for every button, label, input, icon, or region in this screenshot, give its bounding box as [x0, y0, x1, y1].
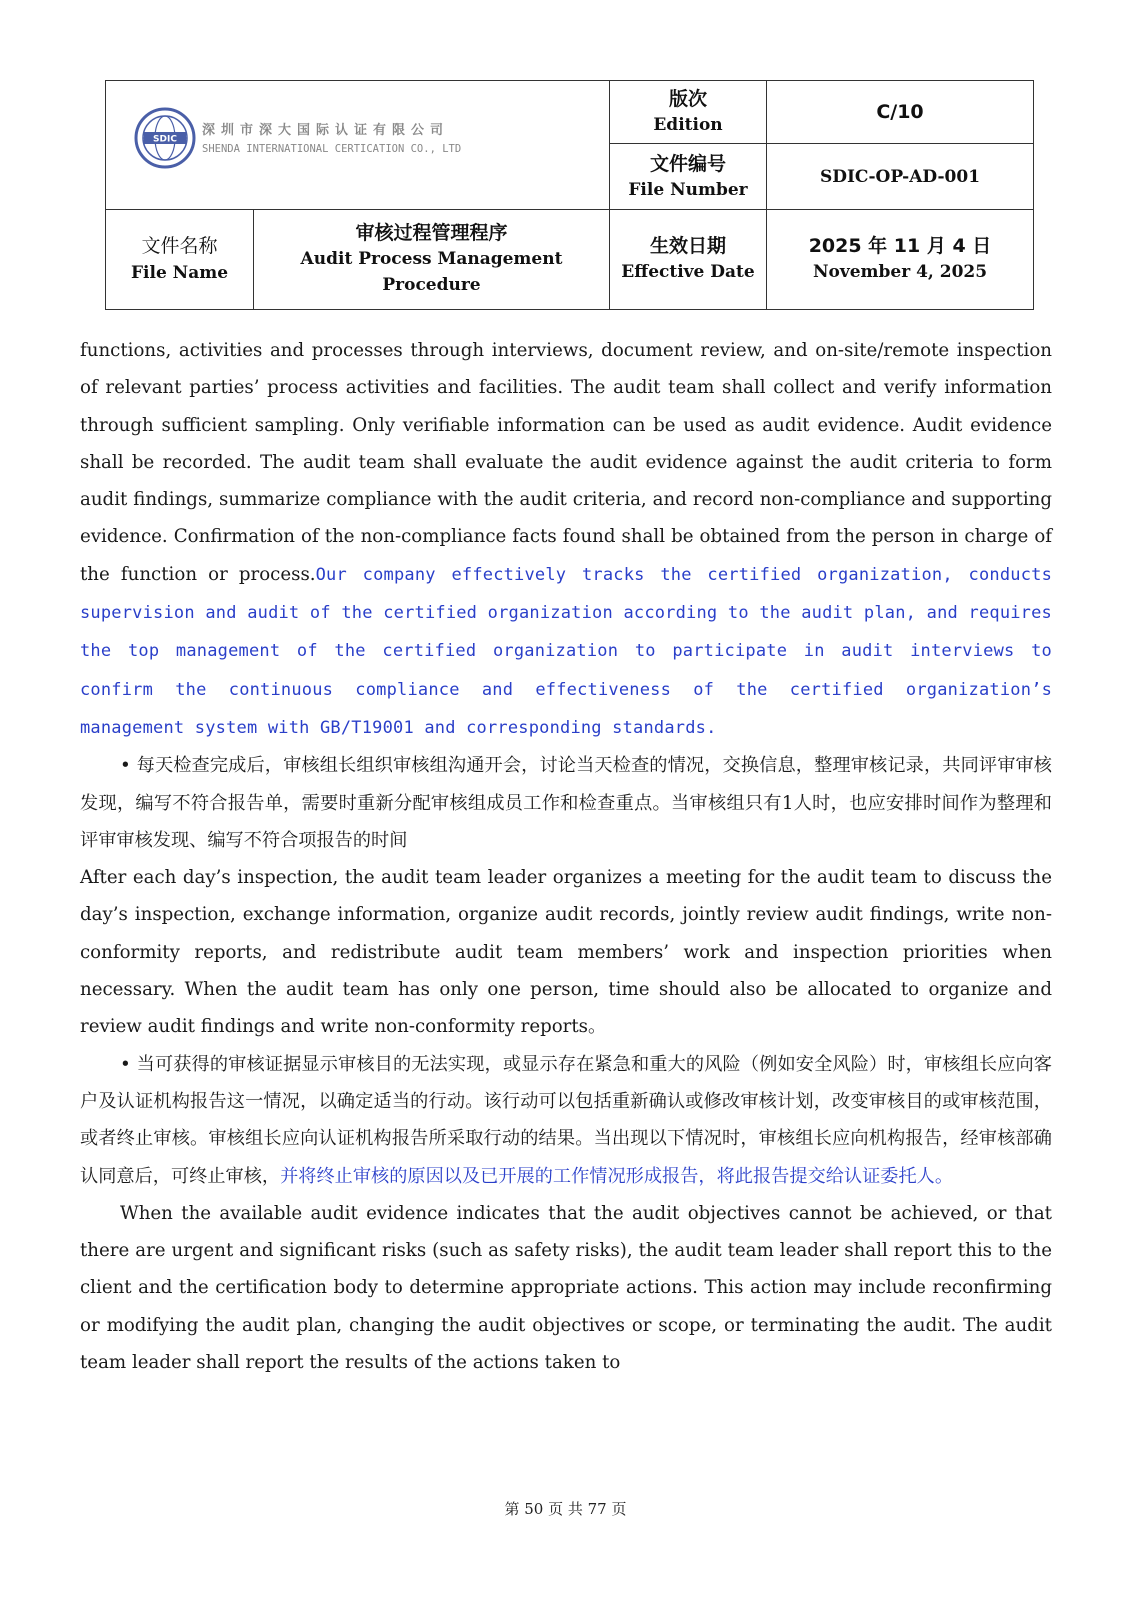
paragraph-daily-meeting-cn: • 每天检查完成后，审核组长组织审核组沟通开会，讨论当天检查的情况，交换信息，整理审核记录，共同评审审核发现，编写不符合报告单，需要时重新分配审核组成员工作和检查重点。当审核组只有1人时，也应安排时间作为整理和评审审核发现、编写不符合项报告的时间	[80, 755, 1052, 851]
file-number-value: SDIC-OP-AD-001	[819, 166, 981, 187]
file-number-label-cell	[610, 144, 767, 209]
company-logo	[134, 107, 494, 177]
effective-date-en: November 4, 2025	[812, 262, 988, 283]
logo-text: SDIC	[153, 134, 177, 145]
edition-value: C/10	[876, 101, 924, 124]
file-name-value-cell	[254, 209, 610, 309]
effective-date-label-cell	[610, 209, 767, 309]
edition-label-cell	[610, 81, 767, 144]
paragraph-company-tracking-highlight: Our company effectively tracks the certified organization, conducts supervision and audit of the certified organization according to the audit plan, and requires the top management of the certified organization to participate in audit interviews to confirm the continuous compliance and effectiveness of the certified organization’s management system with GB/T19001 and corresponding standards.	[80, 564, 1052, 738]
paragraph-audit-evidence	[80, 332, 1052, 747]
paragraph-terminate-audit-cn-text: • 当可获得的审核证据显示审核目的无法实现，或显示存在紧急和重大的风险（例如安全风险）时，审核组长应向客户及认证机构报告这一情况，以确定适当的行动。该行动可以包括重新确认或修改审核计划，改变审核目的或审核范围，或者终止审核。审核组长应向认证机构报告所采取行动的结果。当出现以下情况时，审核组长应向机构报告，经审核部确认同意后，可终止审核，	[80, 1053, 1052, 1187]
file-number-label-cn: 文件编号	[649, 152, 726, 175]
effective-date-cn: 2025 年 11 月 4 日	[808, 235, 992, 258]
paragraph-daily-meeting-en: After each day’s inspection, the audit team leader organizes a meeting for the audit team to discuss the day’s inspection, exchange information, organize audit records, jointly review audit findings, write non-conformity reports, and redistribute audit team members’ work and inspection priorities when necessary. When the audit team has only one person, time should also be allocated to organize and review audit findings and write non-conformity reports。	[80, 867, 1052, 1038]
paragraph-terminate-audit-cn	[80, 1046, 1052, 1195]
effective-date-label-en: Effective Date	[621, 262, 755, 283]
paragraph-terminate-audit-en: When the available audit evidence indicates that the audit objectives cannot be achieved, or that there are urgent and significant risks (such as safety risks), the audit team leader shall report this to the client and the certification body to determine appropriate actions. This action may include reconfirming or modifying the audit plan, changing the audit objectives or scope, or terminating the audit. The audit team leader shall report the results of the actions taken to	[80, 1202, 1052, 1374]
file-name-en: Audit Process Management Procedure	[300, 249, 563, 296]
document-body	[80, 332, 1052, 1381]
company-logo-cell	[106, 81, 610, 210]
paragraph-terminate-audit-cn-highlight: 并将终止审核的原因以及已开展的工作情况形成报告，将此报告提交给认证委托人。	[280, 1165, 954, 1187]
company-name-cn: 深圳市深大国际认证有限公司	[202, 123, 450, 138]
edition-label-en: Edition	[653, 115, 723, 136]
effective-date-value-cell	[767, 209, 1034, 309]
company-name-en: SHENDA INTERNATIONAL CERTICATION CO., LTD	[202, 143, 462, 155]
edition-value-cell	[767, 81, 1034, 144]
file-name-label-cn: 文件名称	[141, 235, 218, 258]
file-number-label-en: File Number	[628, 179, 748, 200]
paragraph-audit-evidence-text: functions, activities and processes through interviews, document review, and on-site/remote inspection of relevant parties’ process activities and facilities. The audit team shall collect and verify information through sufficient sampling. Only verifiable information can be used as audit evidence. Audit evidence shall be recorded. The audit team shall evaluate the audit evidence against the audit criteria to form audit findings, summarize compliance with the audit criteria, and record non-compliance and supporting evidence. Confirmation of the non-compliance facts found shall be obtained from the person in charge of the function or process.	[80, 340, 1052, 585]
edition-label-cn: 版次	[668, 88, 707, 111]
file-number-value-cell	[767, 144, 1034, 209]
document-header-table	[105, 80, 1034, 310]
file-name-label-en: File Name	[130, 263, 229, 284]
page-number-footer: 第 50 页 共 77 页	[504, 1500, 627, 1518]
file-name-cn: 审核过程管理程序	[355, 222, 508, 245]
file-name-label-cell	[106, 209, 254, 309]
sdic-logo-icon	[134, 107, 196, 169]
effective-date-label-cn: 生效日期	[649, 235, 726, 258]
